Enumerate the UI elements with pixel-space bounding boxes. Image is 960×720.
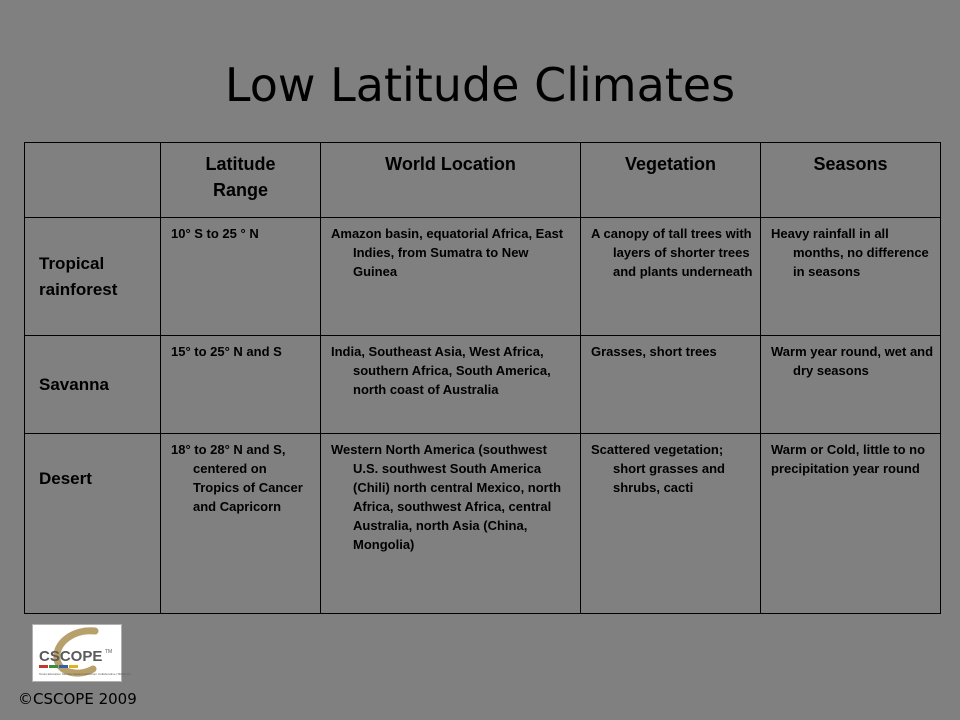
logo-bar-yellow [69, 665, 78, 668]
cell-seasons [761, 336, 941, 434]
cell-text: 18° to 28° N and S, centered on Tropics of Cancer and Capricorn [171, 442, 303, 514]
cell-latitude [161, 218, 321, 336]
table-row [25, 218, 941, 336]
copyright-text: ©CSCOPE 2009 [18, 690, 137, 708]
table-row [25, 434, 941, 614]
row-label-savanna: Savanna [25, 336, 161, 434]
logo-bar-blue [59, 665, 68, 668]
cell-vegetation [581, 336, 761, 434]
cell-text: 15° to 25° N and S [171, 344, 282, 359]
cell-location [321, 434, 581, 614]
cell-location [321, 218, 581, 336]
cell-text: Warm or Cold, little to no precipitation year round [771, 442, 926, 476]
cell-text: 10° S to 25 ° N [171, 226, 259, 241]
cscope-logo-mark [33, 625, 131, 681]
cell-latitude [161, 336, 321, 434]
header-world-location: World Location [321, 143, 581, 218]
logo-trademark: TM [105, 649, 113, 655]
cell-text: India, Southeast Asia, West Africa, southern Africa, South America, north coast of Australia [331, 344, 551, 397]
logo-bar-green [49, 665, 58, 668]
logo-wordmark: CSCOPE [39, 648, 103, 665]
table-header-row [25, 143, 941, 218]
slide-title: Low Latitude Climates [224, 58, 736, 112]
cell-text: Heavy rainfall in all months, no difference in seasons [771, 226, 929, 279]
cell-text: Grasses, short trees [591, 344, 717, 359]
row-label-desert [25, 434, 161, 614]
table-row [25, 336, 941, 434]
row-label-tropical-rainforest: Tropical rainforest [25, 218, 161, 336]
cell-text: A canopy of tall trees with layers of shorter trees and plants underneath [591, 226, 753, 279]
logo-tagline: Texas Education Service Center Curriculum Collaborative (TESCCC) [39, 672, 131, 676]
header-latitude-range [161, 143, 321, 218]
cell-text: Warm year round, wet and dry seasons [771, 344, 934, 378]
cell-seasons [761, 434, 941, 614]
cell-vegetation [581, 218, 761, 336]
header-vegetation: Vegetation [581, 143, 761, 218]
cell-text: Amazon basin, equatorial Africa, East Indies, from Sumatra to New Guinea [331, 226, 564, 279]
cell-seasons [761, 218, 941, 336]
cell-location [321, 336, 581, 434]
header-latitude-range-text: Latitude Range [205, 154, 276, 200]
climate-table [24, 142, 941, 614]
logo-bar-red [39, 665, 48, 668]
cell-text: Scattered vegetation; short grasses and shrubs, cacti [591, 442, 725, 495]
header-seasons: Seasons [761, 143, 941, 218]
cell-vegetation [581, 434, 761, 614]
cell-text: Western North America (southwest U.S. southwest South America (Chili) north central Mexico, north Africa, southwest Africa, central Australia, north Asia (China, Mongolia) [331, 442, 562, 552]
cscope-logo [32, 624, 131, 682]
row-label-desert-text: Desert [39, 469, 92, 488]
cell-latitude [161, 434, 321, 614]
header-empty [25, 143, 161, 218]
